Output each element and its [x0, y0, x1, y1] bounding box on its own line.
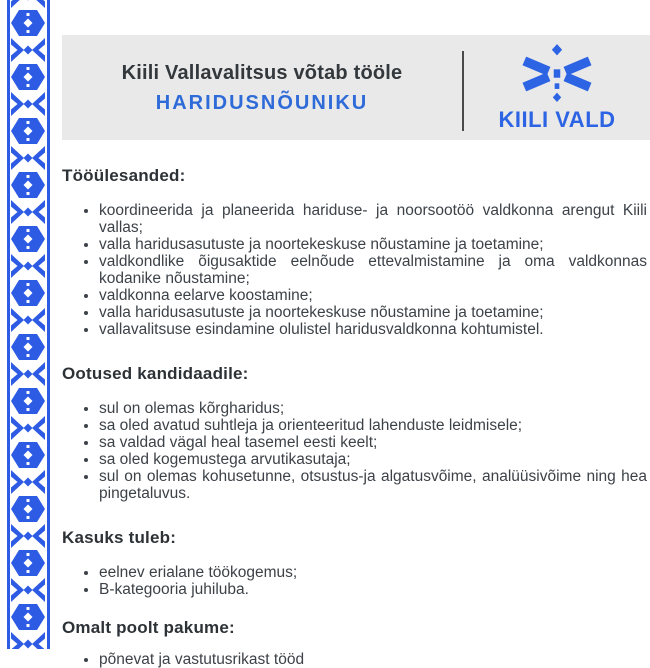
list-item: • valdkonna eelarve koostamine;: [99, 287, 647, 304]
section-tasks: [62, 166, 647, 338]
bullet-list: [62, 651, 647, 668]
job-ad-body: [62, 140, 647, 668]
list-item: • valla haridusasutuste ja noortekeskuse nõustamine ja toetamine;: [99, 304, 647, 321]
list-item: • sul on olemas kõrgharidus;: [99, 400, 647, 417]
section-advantages: [62, 528, 647, 598]
list-item: • sa oled kogemustega arvutikasutaja;: [99, 451, 647, 468]
list-item: • B-kategooria juhiluba.: [99, 581, 647, 598]
section-offer: [62, 618, 647, 668]
logo-wordmark: KIILI VALD: [498, 106, 616, 132]
list-item: • sa valdad vägal heal tasemel eesti keelt;: [99, 434, 647, 451]
section-heading: Kasuks tuleb:: [62, 528, 177, 547]
bullet-list: [62, 400, 647, 502]
logo-block: [464, 35, 650, 140]
section-heading: Ootused kandidaadile:: [62, 364, 249, 383]
list-item: • koordineerida ja planeerida hariduse- ja noorsootöö valdkonna arengut Kiili vallas;: [99, 202, 647, 236]
list-item: • vallavalitsuse esindamine olulistel haridusvaldkonna kohtumistel.: [99, 321, 647, 338]
section-expectations: [62, 364, 647, 502]
bullet-list: [62, 202, 647, 338]
list-item: • eelnev erialane töökogemus;: [99, 564, 647, 581]
header: [62, 35, 650, 140]
list-item: • sul on olemas kohusetunne, otsustus-ja algatusvõime, analüüsivõime ning hea pingetaluvus.: [99, 468, 647, 502]
employer-title: Kiili Vallavalitsus võtab tööle: [121, 62, 403, 84]
list-item: • põnevat ja vastutusrikast tööd: [99, 651, 647, 668]
folk-pattern-border: [0, 0, 55, 649]
section-heading: Tööülesanded:: [62, 166, 186, 185]
list-item: • valla haridusasutuste ja noortekeskuse nõustamine ja toetamine;: [99, 236, 647, 253]
position-title: HARIDUSNÕUNIKU: [155, 92, 369, 114]
dragonfly-chevron-icon: [515, 43, 599, 105]
bullet-list: [62, 564, 647, 598]
list-item: • valdkondlike õigusaktide eelnõude ettevalmistamine ja oma valdkonnas kodanike nõustamine;: [99, 253, 647, 287]
section-heading: Omalt poolt pakume:: [62, 618, 235, 637]
list-item: • sa oled avatud suhtleja ja orienteeritud lahenduste leidmisele;: [99, 417, 647, 434]
header-titles: [62, 35, 462, 140]
